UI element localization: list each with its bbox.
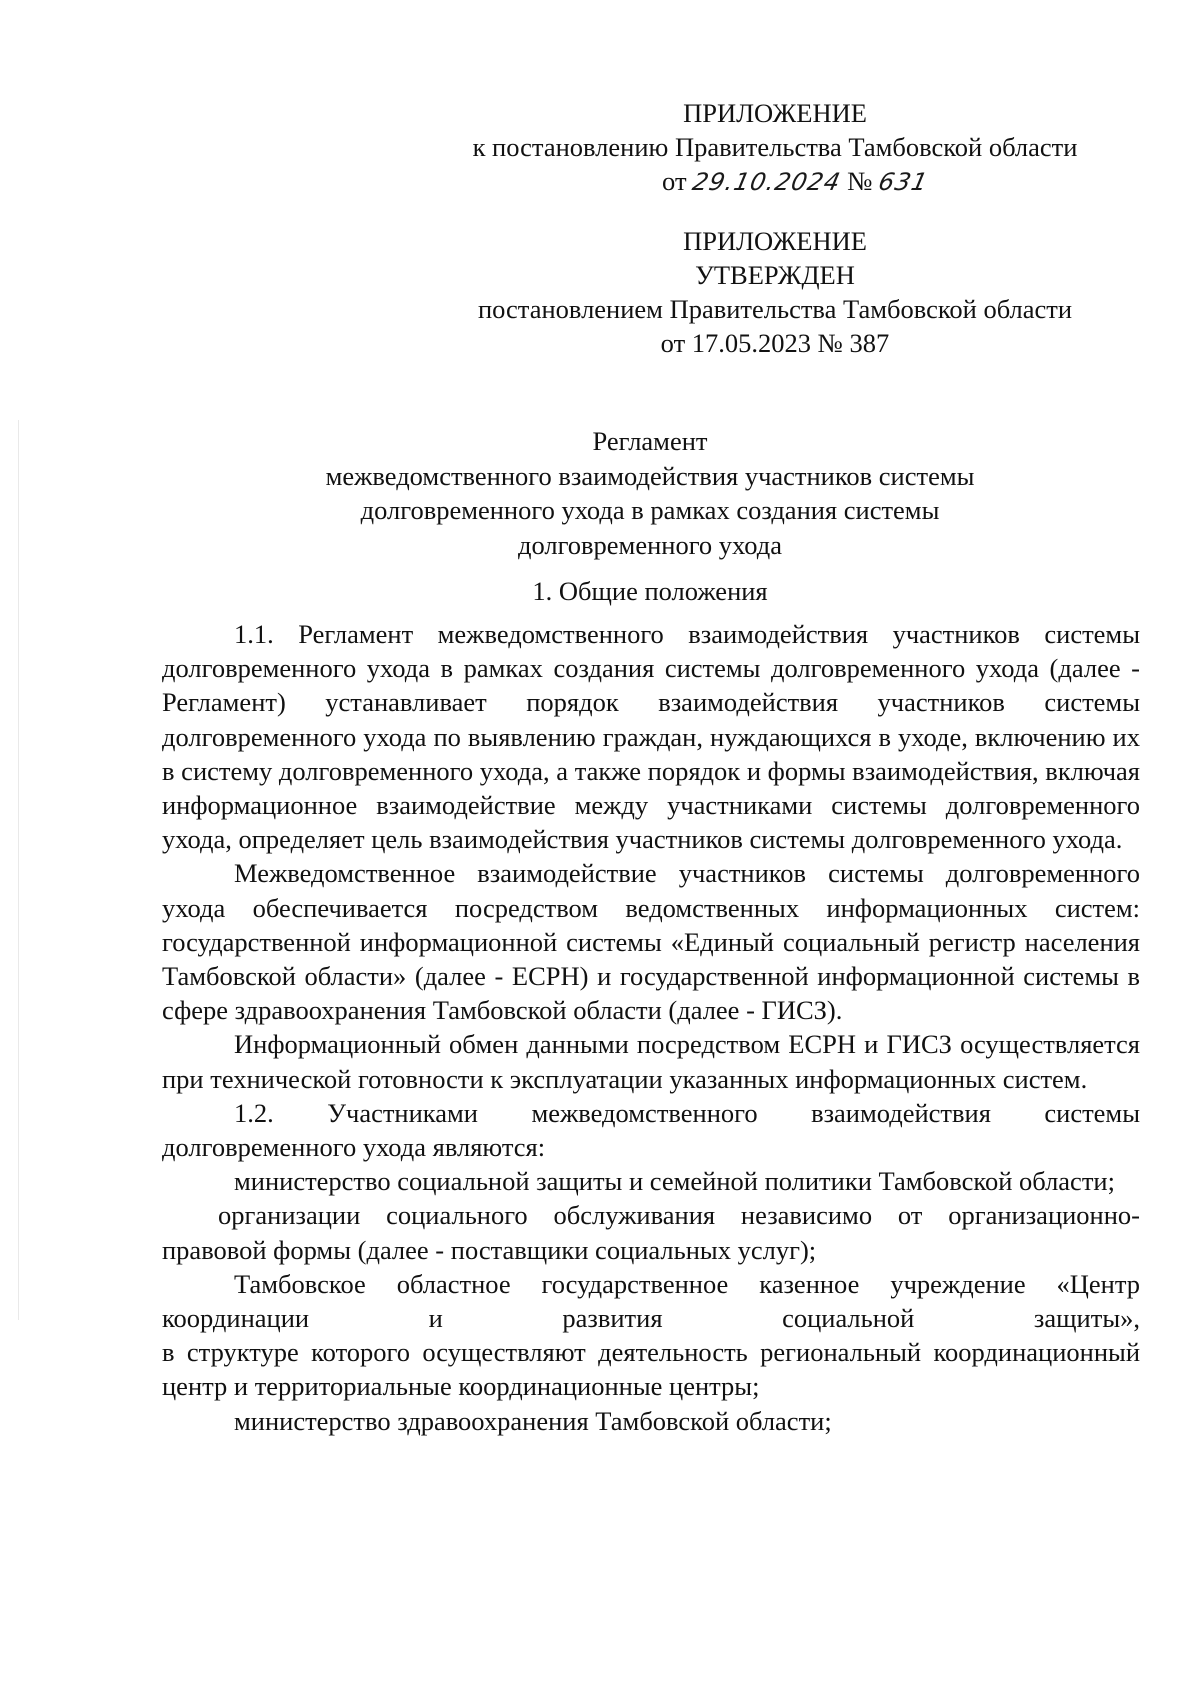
title-line-4: долговременного ухода xyxy=(517,529,783,560)
title-line-1: Регламент xyxy=(592,426,708,456)
appendix-original-heading: ПРИЛОЖЕНИЕ xyxy=(683,226,867,256)
participant-coordination-center: Тамбовское областное государственное казенное учреждение «Центр координации и развития социальной защиты», xyxy=(162,1268,1140,1334)
participant-social-providers: организации социального обслуживания независимо от организационно-правовой формы (далее - поставщики социальных услуг); xyxy=(162,1200,1140,1265)
title-line-3: долговременного ухода в рамках создания системы xyxy=(360,495,940,525)
document-body xyxy=(162,617,1140,1438)
participant-ministry-health: министерство здравоохранения Тамбовской области; xyxy=(234,1405,832,1436)
appendix-heading: ПРИЛОЖЕНИЕ xyxy=(683,98,867,128)
approved-by-resolution: постановлением Правительства Тамбовской области xyxy=(477,294,1073,324)
participant-ministry-social: министерство социальной защиты и семейной политики Тамбовской области; xyxy=(234,1166,1115,1197)
paragraph-1-1: 1.1. Регламент межведомственного взаимодействия участников системы долговременного ухода в рамках создания системы долговременного ухода (далее - Регламент) устанавливает порядок взаимодействия участников системы долговременного ухода по выявлению граждан, нуждающихся в уходе, включению их в систему долговременного ухода, а также порядок и формы взаимодействия, включая информационное взаимодействие между участниками системы долговременного ухода, определяет цель взаимодействия участников системы долговременного ухода. xyxy=(162,619,1140,855)
appendix-current-block xyxy=(430,96,1120,199)
participant-coordination-center-cont: в структуре которого осуществляют деятельность региональный координационный центр и территориальные координационные центры; xyxy=(162,1337,1140,1402)
appendix-date-line xyxy=(430,164,1120,199)
handwritten-date: 29.10.2024 xyxy=(690,168,844,196)
section-heading: 1. Общие положения xyxy=(532,576,768,606)
paragraph-data-exchange: Информационный обмен данными посредством ЕСРН и ГИСЗ осуществляется при технической готовности к эксплуатации указанных информационных систем. xyxy=(162,1029,1140,1094)
paragraph-1-2: 1.2. Участниками межведомственного взаимодействия системы долговременного ухода являются: xyxy=(162,1097,1140,1163)
document-title xyxy=(160,424,1140,562)
appendix-original-block xyxy=(430,224,1120,360)
date-prefix: от xyxy=(662,166,687,196)
paragraph-interaction: Межведомственное взаимодействие участников системы долговременного ухода обеспечивается посредством ведомственных информационных систем: государственной информационной системы «Единый социальный регистр населения Тамбовской области» (далее - ЕСРН) и государственной информационной системы в сфере здравоохранения Тамбовской области (далее - ГИСЗ). xyxy=(162,858,1140,1026)
approved-label: УТВЕРЖДЕН xyxy=(695,260,855,290)
number-prefix: № xyxy=(847,166,873,196)
appendix-resolution-ref: к постановлению Правительства Тамбовской области xyxy=(472,132,1078,162)
handwritten-number: 631 xyxy=(876,168,931,196)
original-resolution-date: от 17.05.2023 № 387 xyxy=(660,328,890,358)
scan-margin-line xyxy=(18,420,19,1320)
title-line-2: межведомственного взаимодействия участников системы xyxy=(325,460,975,491)
